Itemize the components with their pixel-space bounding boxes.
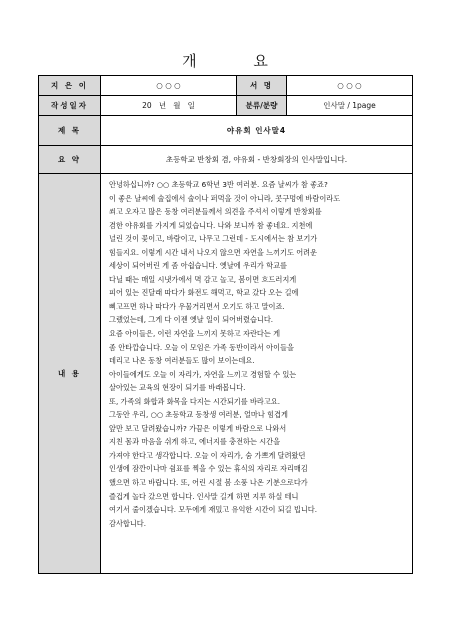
content-line: 가져야 한다고 생각합니다. 오늘 이 자리가, 숨 가쁘게 달려왔던 (109, 450, 306, 460)
content-line: 이 좋은 날씨에 술집에서 술이나 퍼먹을 것이 아니라, 콧구멍에 바람이라도 (109, 193, 341, 203)
content-line: 지친 몸과 마음을 쉬게 하고, 에너지를 충전하는 시간을 (109, 437, 281, 447)
writer-value: ○ ○ ○ (101, 76, 237, 96)
content-line: 인생에 잠깐이나마 쉼표를 찍을 수 있는 휴식의 자리로 자리매김 (109, 464, 308, 474)
content-row (39, 174, 413, 574)
content-line: 좀 안타깝습니다. 오늘 이 모임은 가족 동반이라서 아이들을 (109, 342, 294, 352)
content-label: 내 용 (39, 174, 101, 574)
content-line: 널린 것이 꽃이고, 바람이고, 나무고 그런데 - 도시에서는 참 보기가 (109, 234, 318, 244)
subject-row (39, 116, 413, 146)
content-line: 힘들지요. 이렇게 시간 내서 나오지 않으면 자연을 느끼기도 어려운 (109, 247, 318, 257)
content-line: 또, 가족의 화합과 화목을 다지는 시간되기를 바라고요. (109, 396, 281, 406)
content-body (101, 174, 413, 574)
content-line: 아이들에게도 오늘 이 자리가, 자연을 느끼고 경험할 수 있는 (109, 369, 297, 379)
content-line: 데리고 나온 동창 여러분들도 많이 보이는데요. (109, 356, 255, 366)
content-line: 감사합니다. (109, 518, 147, 528)
subject-label: 제 목 (39, 116, 101, 146)
summary-label: 요 약 (39, 146, 101, 174)
category-value: 인사말 / 1page (287, 96, 413, 116)
content-line: 여기서 줄이겠습니다. 모두에게 재밌고 유익한 시간이 되길 빕니다. (109, 505, 318, 515)
name-label: 서 명 (237, 76, 287, 96)
content-line: 다닐 때는 매일 시냇가에서 멱 감고 놀고, 봄이면 흐드러지게 (109, 274, 297, 284)
writer-row (39, 76, 413, 96)
content-line: 쐬고 오자고 많은 동창 여러분들께서 의견을 주셔서 이렇게 반창회를 (109, 207, 322, 217)
content-lines (101, 174, 412, 530)
content-line: 겸한 야유회를 가지게 되었습니다. 나와 보니까 참 좋네요. 지천에 (109, 220, 313, 230)
subject-value: 야유회 인사말4 (101, 116, 413, 146)
writer-label: 지 은 이 (39, 76, 101, 96)
name-value: ○ ○ ○ (287, 76, 413, 96)
date-value: 20 년 월 일 (101, 96, 237, 116)
content-line: 피어 있는 진달래 따다가 화전도 해먹고, 학교 갔다 오는 길에 (109, 288, 299, 298)
content-line: 안녕하십니까? ○○ 초등학교 6학년 3반 여러분. 요즘 날씨가 참 좋죠? (109, 180, 328, 189)
summary-row (39, 146, 413, 174)
date-row (39, 96, 413, 116)
document-title: 개 요 (182, 52, 294, 70)
category-label: 분류/분량 (237, 96, 287, 116)
content-line: 요즘 아이들은, 이런 자연을 느끼지 못하고 자란다는 게 (109, 329, 281, 339)
content-line: 즐겁게 놀다 갔으면 합니다. 인사말 길게 하면 지루 하실 테니 (109, 491, 299, 501)
summary-value: 초등학교 반창회 겸, 야유회 - 반창회장의 인사말입니다. (101, 146, 413, 174)
content-line: 그동안 우리, ○○ 초등학교 동창생 여러분, 얼마나 힘겹게 (109, 410, 288, 420)
content-line: 세상이 되어버린 게 좀 아쉽습니다. 옛날에 우리가 학교를 (109, 261, 287, 271)
form-table (38, 75, 413, 574)
content-line: 했으면 하고 바랍니다. 또, 어린 시절 봄 소풍 나온 기분으로다가 (109, 478, 308, 488)
content-line: 삐고프면 하나 따다가 우물거리면서 오기도 하고 말이죠. (109, 301, 285, 311)
content-line: 그랬었는데, 그게 다 이젠 옛날 일이 되어버렸습니다. (109, 315, 274, 325)
date-label: 작성일자 (39, 96, 101, 116)
content-line: 앞만 보고 달려왔습니까? 가끔은 이렇게 바람으로 나와서 (109, 423, 287, 433)
content-line: 살아있는 교육의 현장이 되기를 바래봅니다. (109, 383, 246, 393)
